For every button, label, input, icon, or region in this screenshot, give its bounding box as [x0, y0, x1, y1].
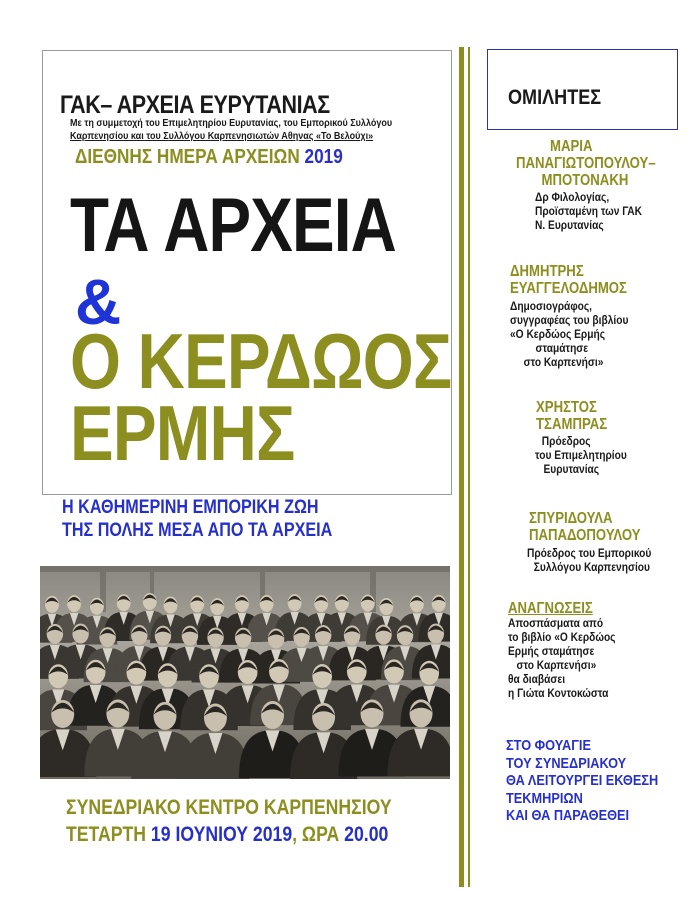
speaker-2-name-line: ΕΥΑΓΓΕΛΟΔΗΜΟΣ	[510, 280, 627, 297]
speaker-1-desc-line: Δρ Φιλολογίας,	[535, 190, 610, 204]
headline-kerdoos: Ο ΚΕΡΔΩΟΣ	[70, 317, 452, 405]
readings-description	[508, 616, 615, 700]
participation-line-2: Καρπενησίου και του Συλλόγου Καρπενησιωτών Αθηνας «Το Βελούχι»	[70, 130, 374, 142]
subtitle-line-2: ΤΗΣ ΠΟΛΗΣ ΜΕΣΑ ΑΠΟ ΤΑ ΑΡΧΕΙΑ	[62, 520, 333, 541]
speaker-4-desc-line: Συλλόγου Καρπενησίου	[533, 560, 650, 574]
readings-desc-line: Αποσπάσματα από	[508, 616, 604, 630]
headline-archives: ΤΑ ΑΡΧΕΙΑ	[70, 183, 396, 268]
date-weekday: ΤΕΤΑΡΤΗ	[66, 823, 151, 846]
speaker-1-name-line: ΠΑΝΑΓΙΩΤΟΠΟΥΛΟΥ–	[516, 155, 656, 172]
speaker-1-name-line: ΜΠΟΤΟΝΑΚΗ	[541, 172, 629, 189]
venue-name: ΣΥΝΕΔΡΙΑΚΟ ΚΕΝΤΡΟ ΚΑΡΠΕΝΗΣΙΟΥ	[66, 796, 392, 819]
speaker-3-description	[535, 434, 627, 476]
speaker-1-description	[535, 190, 642, 232]
group-photo-image	[40, 566, 450, 779]
international-day-year: 2019	[304, 146, 343, 168]
headline-ermis: ΕΡΜΗΣ	[70, 389, 295, 477]
readings-desc-line: Ερμής σταμάτησε	[508, 644, 595, 658]
speaker-4-description	[527, 546, 651, 574]
date-time: 20.00	[344, 823, 389, 846]
readings-desc-line: στο Καρπενήσι»	[516, 658, 597, 672]
speaker-3-desc-line: Πρόεδρος	[541, 434, 591, 448]
note-line: ΣΤΟ ΦΟΥΑΓΙΕ	[506, 737, 591, 754]
subtitle-line-1: Η ΚΑΘΗΜΕΡΙΝΗ ΕΜΠΟΡΙΚΗ ΖΩΗ	[62, 497, 319, 518]
note-line: ΤΟΥ ΣΥΝΕΔΡΙΑΚΟΥ	[506, 754, 627, 772]
note-line: ΘΑ ΛΕΙΤΟΥΡΓΕΙ ΕΚΘΕΣΗ	[506, 772, 659, 789]
speaker-1-name	[516, 138, 656, 189]
speaker-1-desc-line: Προϊσταμένη των ΓΑΚ	[535, 204, 642, 218]
speaker-3-name-line: ΤΣΑΜΠΡΑΣ	[536, 416, 608, 433]
speaker-2-name-line: ΔΗΜΗΤΡΗΣ	[510, 263, 584, 280]
speakers-title: ΟΜΙΛΗΤΕΣ	[508, 86, 602, 109]
organization-title: ΓΑΚ– ΑΡΧΕΙΑ ΕΥΡΥΤΑΝΙΑΣ	[60, 91, 330, 119]
note-line: ΤΕΚΜΗΡΙΩΝ	[506, 789, 583, 807]
participation-line-1: Με τη συμμετοχή του Επιμελητηρίου Ευρυτανίας, του Εμπορικού Συλλόγου	[70, 117, 393, 129]
readings-title: ΑΝΑΓΝΩΣΕΙΣ	[508, 600, 593, 617]
speaker-4-name-line: ΠΑΠΑΔΟΠΟΥΛΟΥ	[529, 527, 641, 544]
speaker-2-desc-line: συγγραφέας του βιβλίου	[510, 313, 629, 327]
speaker-4-desc-line: Πρόεδρος του Εμπορικού	[527, 546, 652, 560]
vertical-rule-thin	[468, 47, 470, 887]
event-date-time	[66, 823, 388, 847]
vertical-rule-thick	[459, 47, 464, 887]
speaker-3-name-line: ΧΡΗΣΤΟΣ	[536, 399, 597, 416]
international-day-heading	[75, 146, 343, 169]
speaker-2-desc-line: Δημοσιογράφος,	[510, 299, 592, 313]
speaker-2-description	[510, 299, 628, 369]
speaker-2-desc-line: «Ο Κερδώος Ερμής	[510, 327, 606, 341]
headline-ampersand: &	[75, 266, 122, 338]
speaker-3-desc-line: του Επιμελητηρίου	[535, 448, 627, 462]
readings-desc-line: θα διαβάσει	[508, 672, 566, 686]
historical-group-photo	[40, 566, 450, 779]
international-day-text: ΔΙΕΘΝΗΣ ΗΜΕΡΑ ΑΡΧΕΙΩΝ	[75, 146, 300, 168]
speaker-3-desc-line: Ευρυτανίας	[543, 462, 600, 476]
readings-desc-line: η Γιώτα Κοντοκώστα	[508, 686, 609, 700]
date-time-label: , ΩΡΑ	[292, 823, 345, 846]
speaker-1-desc-line: Ν. Ευρυτανίας	[535, 218, 604, 232]
speaker-2-name	[510, 263, 627, 297]
readings-desc-line: το βιβλίο «Ο Κερδώος	[508, 630, 616, 644]
note-line: ΚΑΙ ΘΑ ΠΑΡΑΘΕΘΕΙ	[506, 807, 630, 824]
speaker-3-name	[536, 399, 607, 433]
date-day: 19 ΙΟΥΝΙΟΥ 2019	[150, 823, 293, 846]
speaker-2-desc-line: σταμάτησε	[535, 341, 589, 355]
foyer-exhibition-note	[506, 737, 658, 825]
speaker-2-desc-line: στο Καρπενήσι»	[523, 355, 604, 369]
speaker-4-name	[529, 510, 641, 544]
speaker-4-name-line: ΣΠΥΡΙΔΟΥΛΑ	[529, 510, 613, 527]
speaker-1-name-line: ΜΑΡΙΑ	[550, 138, 593, 155]
